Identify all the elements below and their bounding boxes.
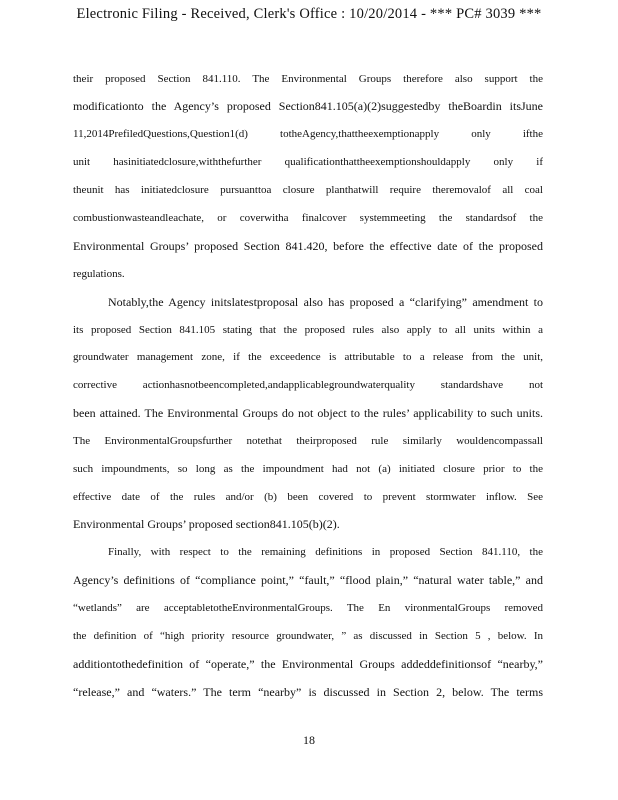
text-line: its proposed Section 841.105 stating that the proposed rules also apply to all units within a	[73, 324, 543, 336]
text-line: Agency’s definitions of “compliance point,” “fault,” “flood plain,” “natural water table,” and	[73, 573, 543, 587]
text-line: regulations.	[73, 268, 125, 280]
text-line: “wetlands” are acceptabletotheEnvironmentalGroups. The En vironmentalGroups removed	[73, 602, 543, 614]
text-line: theunit has initiatedclosure pursuanttoa closure planthatwill require theremovalof all coal	[73, 184, 543, 196]
text-line: 11,2014PrefiledQuestions,Question1(d) totheAgency,thattheexemptionapply only ifthe	[73, 128, 543, 140]
text-line: unit hasinitiatedclosure,withthefurther qualificationthattheexemptionshouldapply only if	[73, 156, 543, 168]
text-line: The EnvironmentalGroupsfurther notethat theirproposed rule similarly wouldencompassall	[73, 435, 543, 447]
text-line: such impoundments, so long as the impoundment had not (a) initiated closure prior to the	[73, 463, 543, 475]
text-line: modificationto the Agency’s proposed Section841.105(a)(2)suggestedby theBoardin itsJune	[73, 99, 543, 113]
paragraph-first-line: Notably,the Agency initslatestproposal also has proposed a “clarifying” amendment to	[108, 295, 543, 309]
filing-header: Electronic Filing - Received, Clerk's Office : 10/20/2014 - *** PC# 3039 ***	[76, 6, 542, 22]
text-line: their proposed Section 841.110. The Environmental Groups therefore also support the	[73, 73, 543, 85]
text-line: additiontothedefinition of “operate,” the Environmental Groups addeddefinitionsof “nearby,”	[73, 657, 543, 671]
text-line: been attained. The Environmental Groups do not object to the rules’ applicability to such units.	[73, 406, 543, 420]
text-line: combustionwasteandleachate, or coverwitha finalcover systemmeeting the standardsof the	[73, 212, 543, 224]
text-line: Environmental Groups’ proposed section841.105(b)(2).	[73, 517, 340, 531]
text-line: groundwater management zone, if the exceedence is attributable to a release from the unit,	[73, 351, 543, 363]
text-line: “release,” and “waters.” The term “nearby” is discussed in Section 2, below. The terms	[73, 685, 543, 699]
paragraph-first-line: Finally, with respect to the remaining definitions in proposed Section 841.110, the	[108, 546, 543, 558]
text-line: effective date of the rules and/or (b) been covered to prevent stormwater inflow. See	[73, 491, 543, 503]
text-line: the definition of “high priority resource groundwater, ” as discussed in Section 5 , below. In	[73, 630, 543, 642]
text-line: Environmental Groups’ proposed Section 841.420, before the effective date of the proposed	[73, 239, 543, 253]
text-line: corrective actionhasnotbeencompleted,andapplicablegroundwaterquality standardshave not	[73, 379, 543, 391]
page-number: 18	[303, 733, 315, 747]
